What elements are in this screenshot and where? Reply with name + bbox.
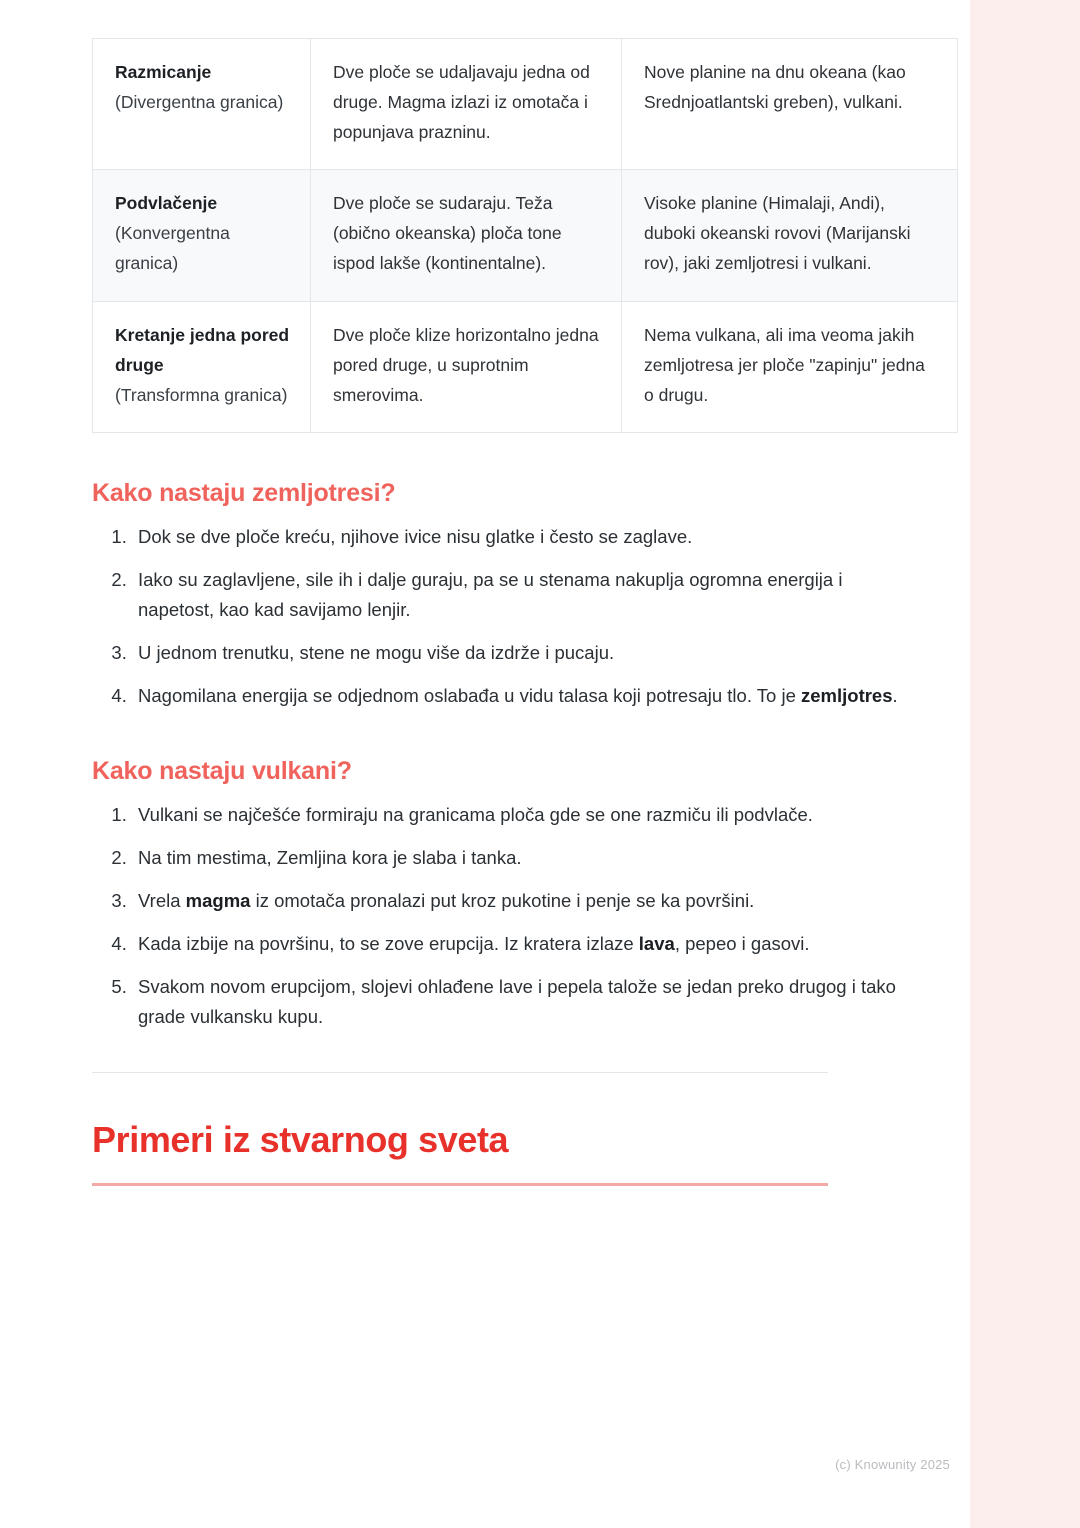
section-divider	[92, 1072, 828, 1073]
table-cell-type	[93, 39, 311, 170]
list-item: 2. Iako su zaglavljene, sile ih i dalje guraju, pa se u stenama nakuplja ogromna energija i napetost, kao kad savijamo lenjir.	[132, 565, 910, 625]
boundary-name: Razmicanje	[115, 62, 212, 82]
volcanoes-heading: Kako nastaju vulkani?	[92, 756, 352, 785]
copyright-notice: (c) Knowunity 2025	[835, 1457, 950, 1472]
page-title: Primeri iz stvarnog sveta	[92, 1118, 509, 1160]
list-item-text: Kada izbije na površinu, to se zove erupcija. Iz kratera izlaze	[138, 932, 639, 954]
plate-boundary-table	[92, 38, 958, 433]
boundary-subtitle: (Konvergentna granica)	[115, 223, 230, 274]
list-item	[132, 886, 910, 916]
boundary-name: Kretanje jedna pored druge	[115, 324, 290, 375]
boundary-subtitle: (Transformna granica)	[115, 384, 288, 405]
table-row	[93, 170, 958, 301]
table-cell-description: Dve ploče se sudaraju. Teža (obično okeanska) ploča tone ispod lakše (kontinentalne).	[311, 170, 622, 301]
list-item-text-end: , pepeo i gasovi.	[674, 932, 810, 954]
list-item-text-end: .	[892, 684, 898, 706]
list-item: 1. Dok se dve ploče kreću, njihove ivice nisu glatke i često se zaglave.	[132, 522, 910, 552]
list-item-text: Vrela	[138, 889, 186, 911]
boundary-subtitle: (Divergentna granica)	[115, 92, 284, 113]
table-cell-type	[93, 170, 311, 301]
earthquakes-heading: Kako nastaju zemljotresi?	[92, 478, 396, 507]
list-item: 1. Vulkani se najčešće formiraju na granicama ploča gde se one razmiču ili podvlače.	[132, 800, 910, 830]
list-item-text: Nagomilana energija se odjednom oslabađa u vidu talasa koji potresaju tlo. To je	[138, 684, 801, 706]
decorative-right-bar	[970, 0, 1080, 1528]
boundary-name: Podvlačenje	[115, 193, 218, 214]
table-cell-result: Visoke planine (Himalaji, Andi), duboki okeanski rovovi (Marijanski rov), jaki zemljotresi i vulkani.	[622, 170, 958, 301]
table-cell-description: Dve ploče klize horizontalno jedna pored druge, u suprotnim smerovima.	[311, 301, 622, 432]
table-row	[93, 39, 958, 170]
table-row	[93, 301, 958, 432]
table-cell-result: Nema vulkana, ali ima veoma jakih zemljotresa jer ploče "zapinju" jedna o drugu.	[622, 301, 958, 432]
list-item-emphasis: magma	[185, 889, 251, 911]
list-item	[132, 929, 910, 959]
list-item: 3. U jednom trenutku, stene ne mogu više da izdrže i pucaju.	[132, 638, 910, 668]
list-item	[132, 681, 910, 711]
table-cell-type	[93, 301, 311, 432]
list-item-emphasis: lava	[638, 932, 675, 954]
list-item-text-end: iz omotača pronalazi put kroz pukotine i penje se ka površini.	[250, 889, 755, 911]
table-cell-description: Dve ploče se udaljavaju jedna od druge. Magma izlazi iz omotača i popunjava prazninu.	[311, 39, 622, 170]
table-cell-result: Nove planine na dnu okeana (kao Srednjoatlantski greben), vulkani.	[622, 39, 958, 170]
list-item-emphasis: zemljotres	[801, 684, 893, 706]
title-underline	[92, 1183, 828, 1186]
volcanoes-steps	[92, 800, 910, 1032]
list-item: 2. Na tim mestima, Zemljina kora je slaba i tanka.	[132, 843, 910, 873]
list-item: 5. Svakom novom erupcijom, slojevi ohlađene lave i pepela talože se jedan preko drugog i tako grade vulkansku kupu.	[132, 972, 910, 1032]
earthquakes-steps	[92, 522, 910, 711]
